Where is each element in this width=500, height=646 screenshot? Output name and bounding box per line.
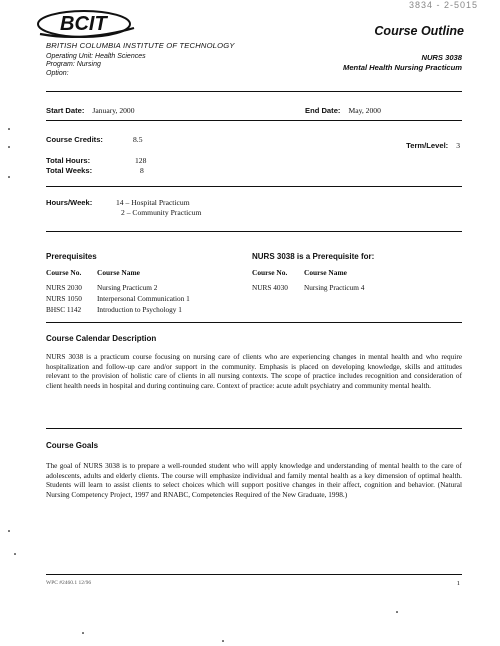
scan-speck (8, 176, 10, 178)
scan-speck (222, 640, 224, 642)
prereq-col-course-name: Course Name (97, 268, 140, 277)
goals-text: The goal of NURS 3038 is to prepare a well-rounded student who will apply knowledge and understanding of mental health to the care of adolescents, adults and elderly clients. The course will emphasize individual and family mental health as a key dimension of optimal health. Students will learn to assist clients to select choices which will support positive changes in their affect, cognition and behavior. (Natural Nursing Competency Project, 1997 and RNABC, Competencies Required of the New Graduate, 1998.) (46, 461, 462, 499)
prereq-for-row-1-name: Nursing Practicum 4 (304, 283, 365, 292)
end-date-label: End Date: (305, 106, 341, 115)
prereq-row-3-name: Introduction to Psychology 1 (97, 305, 182, 314)
program: Program: Nursing (46, 61, 101, 69)
end-date (305, 100, 381, 118)
prereq-col-course-no: Course No. (46, 268, 82, 277)
bcit-logo (34, 6, 140, 40)
term-level-value: 3 (456, 141, 460, 150)
stamp-text: 3834 - 2-5015 (408, 0, 478, 10)
scan-speck (8, 146, 10, 148)
prereq-for-heading: NURS 3038 is a Prerequisite for: (252, 252, 375, 261)
prereq-for-col-course-no: Course No. (252, 268, 288, 277)
svg-text:BCIT: BCIT (60, 13, 107, 35)
calendar-description: NURS 3038 is a practicum course focusing on nursing care of clients who are experiencing changes in mental health and who require hospitalization and follow-up care and/or support in the community. Emphasis is placed on developing knowledge, skills and attitudes relevant to the provision of holistic care of clients in all nursing contexts. The scope of practice includes recognition and consideration of client health needs in hospital and during continuing care. Context of practice: acute adult psychiatry and community mental health. (46, 352, 462, 390)
document-title: Course Outline (374, 24, 464, 38)
option: Option: (46, 69, 69, 77)
prereq-row-1-name: Nursing Practicum 2 (97, 283, 158, 292)
hours-week-label: Hours/Week: (46, 198, 93, 207)
calendar-divider (46, 428, 462, 429)
institution-name: BRITISH COLUMBIA INSTITUTE OF TECHNOLOGY (46, 41, 235, 50)
total-hours-value: 128 (135, 156, 147, 165)
header-divider (46, 91, 462, 92)
form-code: WPC #2460.1 12/96 (46, 580, 92, 586)
total-weeks-value: 8 (140, 166, 144, 175)
course-code: NURS 3038 (421, 53, 462, 62)
prereq-for-col-course-name: Course Name (304, 268, 347, 277)
end-date-value: May, 2000 (348, 106, 381, 115)
hours-week-line-1: 14 – Hospital Practicum (116, 198, 190, 207)
scan-speck (14, 553, 16, 555)
dates-divider (46, 120, 462, 121)
calendar-heading: Course Calendar Description (46, 334, 157, 343)
total-weeks-label: Total Weeks: (46, 166, 93, 175)
scan-speck (396, 611, 398, 613)
total-hours-label: Total Hours: (46, 156, 91, 165)
prereq-row-1-no: NURS 2030 (46, 283, 82, 292)
page-number: 1 (456, 580, 460, 587)
term-level-label: Term/Level: (406, 141, 449, 150)
organization-details (46, 53, 146, 78)
hours-divider (46, 231, 462, 232)
footer-divider (46, 574, 462, 575)
course-title: Mental Health Nursing Practicum (343, 63, 462, 72)
hours-week-line-2: 2 – Community Practicum (121, 208, 202, 217)
scan-speck (8, 128, 10, 130)
prereq-row-2-name: Interpersonal Communication 1 (97, 294, 190, 303)
prereq-row-3-no: BHSC 1142 (46, 305, 82, 314)
start-date (46, 100, 135, 118)
prereq-row-2-no: NURS 1050 (46, 294, 82, 303)
scan-speck (8, 530, 10, 532)
prereq-for-row-1-no: NURS 4030 (252, 283, 288, 292)
start-date-label: Start Date: (46, 106, 85, 115)
term-level (406, 135, 460, 153)
credits-label: Course Credits: (46, 135, 103, 144)
credits-divider (46, 186, 462, 187)
start-date-value: January, 2000 (92, 106, 135, 115)
prereq-divider (46, 322, 462, 323)
scan-speck (82, 632, 84, 634)
goals-heading: Course Goals (46, 441, 99, 450)
operating-unit: Operating Unit: Health Sciences (46, 53, 146, 60)
prerequisites-heading: Prerequisites (46, 252, 97, 261)
credits-value: 8.5 (133, 135, 143, 144)
